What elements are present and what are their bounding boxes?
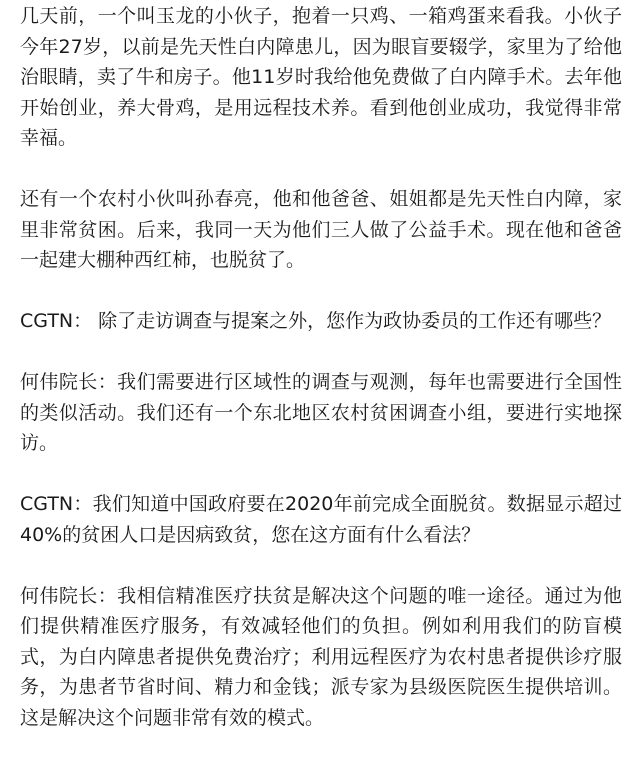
article-body <box>20 0 622 764</box>
interview-question: CGTN： 除了走访调查与提案之外，您作为政协委员的工作还有哪些？ <box>20 310 612 332</box>
interview-answer: 何伟院长：我相信精准医疗扶贫是解决这个问题的唯一途径。通过为他们提供精准医疗服务，有效减轻他们的负担。例如利用我们的防盲模式，为白内障患者提供免费治疗；利用远程医疗为农村患者提供诊疗服务，为患者节省时间、精力和金钱；派专家为县级医院医生提供培训。这是解决这个问题非常有效的模式。 <box>20 584 622 729</box>
interview-answer: 何伟院长：我们需要进行区域性的调查与观测，每年也需要进行全国性的类似活动。我们还有一个东北地区农村贫困调查小组，要进行实地探访。 <box>20 371 622 454</box>
paragraph: 还有一个农村小伙叫孙春亮，他和他爸爸、姐姐都是先天性白内障，家里非常贫困。后来，我同一天为他们三人做了公益手术。现在他和爸爸一起建大棚种西红柿，也脱贫了。 <box>20 188 622 271</box>
paragraph: 几天前，一个叫玉龙的小伙子，抱着一只鸡、一箱鸡蛋来看我。小伙子今年27岁，以前是先天性白内障患儿，因为眼盲要辍学，家里为了给他治眼睛，卖了牛和房子。他11岁时我给他免费做了白内障手术。去年他开始创业，养大骨鸡，是用远程技术养。看到他创业成功，我觉得非常幸福。 <box>20 5 622 149</box>
interview-question: CGTN：我们知道中国政府要在2020年前完成全面脱贫。数据显示超过40%的贫困人口是因病致贫，您在这方面有什么看法？ <box>20 493 622 546</box>
